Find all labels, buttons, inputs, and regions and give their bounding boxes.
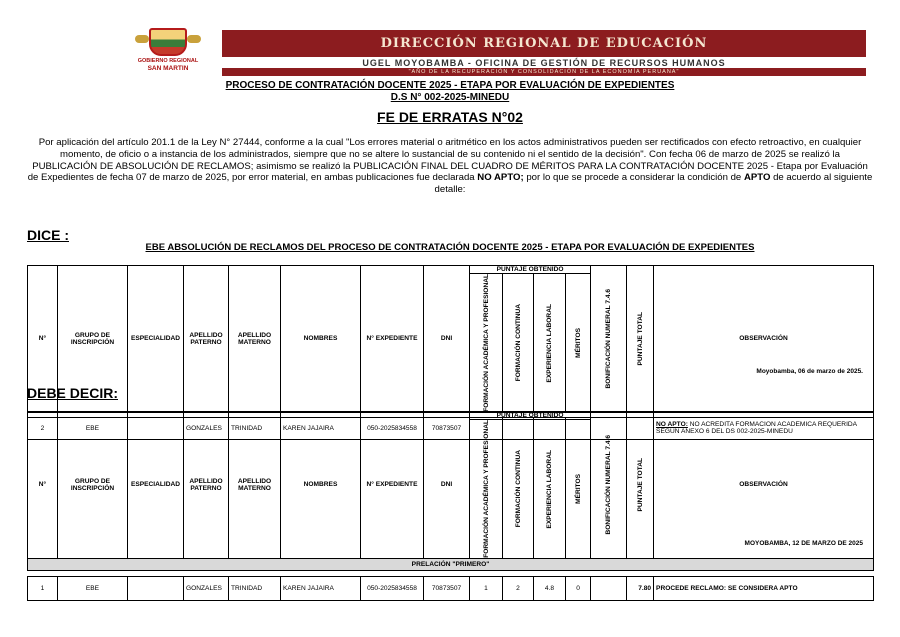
cell-continua: 2 xyxy=(503,576,534,600)
col-paterno: APELLIDO PATERNO xyxy=(184,412,229,559)
col-expediente: N° EXPEDIENTE xyxy=(361,412,424,559)
intro-paragraph: Por aplicación del artículo 201.1 de la Ley N° 27444, conforme a la cual "Los errores material o aritmético en los actos administrativos pueden ser rectificados con efecto retroactivo, en cualquier momento, de oficio o a instancia de los administrados, siempre que no se altere lo sustancial de su contenido ni el sentido de la decisión". Con fecha 06 de marzo de 2025 se realizó la PUBLICACIÓN DE ABSOLUCIÓN DE RECLAMOS; asimismo se realizó la PUBLICACIÓN FINAL DEL CUADRO DE MÉRITOS PARA LA CONTRATACIÓN DOCENTE 2025 - Etapa por Evaluación de Expedientes de fecha 07 de marzo de 2025, por error material, en ambas publicaciones fue declarada NO APTO; por lo que se procede a considerar la condición de APTO de acuerdo al siguiente detalle: xyxy=(27,137,873,196)
col-total: PUNTAJE TOTAL xyxy=(636,312,644,366)
col-materno: APELLIDO MATERNO xyxy=(229,412,281,559)
cell-experiencia: 4.8 xyxy=(534,576,566,600)
cell-total: 7.80 xyxy=(627,576,654,600)
col-formacion: FORMACIÓN ACADÉMICA Y PROFESIONAL xyxy=(482,420,490,558)
col-experiencia: EXPERIENCIA LABORAL xyxy=(546,303,553,383)
cell-expediente: 050-2025834558 xyxy=(361,576,424,600)
coat-of-arms-icon xyxy=(149,28,187,56)
dice-label: DICE : xyxy=(27,227,69,243)
col-observacion: OBSERVACIÓN xyxy=(654,412,874,559)
logo-text-2: SAN MARTIN xyxy=(147,65,189,72)
col-especialidad: ESPECIALIDAD xyxy=(128,266,184,413)
cell-grupo: EBE xyxy=(58,576,128,600)
process-title: PROCESO DE CONTRATACIÓN DOCENTE 2025 - ETAPA POR EVALUACIÓN DE EXPEDIENTES xyxy=(225,80,675,91)
document-title: FE DE ERRATAS N°02 xyxy=(377,109,523,125)
cell-dni: 70873507 xyxy=(424,417,470,439)
col-paterno: APELLIDO PATERNO xyxy=(184,266,229,413)
debe-date: MOYOBAMBA, 12 DE MARZO DE 2025 xyxy=(744,540,863,547)
debe-table xyxy=(27,411,874,601)
col-n: N° xyxy=(28,412,58,559)
cell-nombres: KAREN JAJAIRA xyxy=(281,417,361,439)
cell-materno: TRINIDAD xyxy=(229,576,281,600)
header-banner-title: DIRECCIÓN REGIONAL DE EDUCACIÓN xyxy=(222,30,866,57)
cell-grupo: EBE xyxy=(58,417,128,439)
cell-meritos: 0 xyxy=(566,576,591,600)
cell-n: 1 xyxy=(28,576,58,600)
col-formacion: FORMACIÓN ACADÉMICA Y PROFESIONAL xyxy=(482,274,490,412)
debe-label: DEBE DECIR: xyxy=(27,385,119,401)
cell-formacion: 1 xyxy=(470,576,503,600)
dice-date: Moyobamba, 06 de marzo de 2025. xyxy=(756,368,863,375)
col-especialidad: ESPECIALIDAD xyxy=(128,412,184,559)
dice-table-title: EBE ABSOLUCIÓN DE RECLAMOS DEL PROCESO DE CONTRATACIÓN DOCENTE 2025 - ETAPA POR EVALUACIÓN DE EXPEDIENTES xyxy=(145,242,755,253)
cell-observacion: NO APTO: NO ACREDITA FORMACION ACADEMICA REQUERIDA SEGÚN ANEXO 6 DEL DS 002-2025-MINEDU xyxy=(654,417,874,439)
col-continua: FORMACIÓN CONTINUA xyxy=(514,304,522,382)
cell-especialidad xyxy=(128,576,184,600)
col-observacion: OBSERVACIÓN xyxy=(654,266,874,413)
col-n: N° xyxy=(28,266,58,413)
prelacion-row: PRELACIÓN "PRIMERO" xyxy=(28,558,874,570)
col-bonificacion: BONIFICACIÓN NUMERAL 7.4.6 xyxy=(605,289,613,389)
col-total: PUNTAJE TOTAL xyxy=(636,458,644,512)
col-meritos: MÉRITOS xyxy=(574,473,582,504)
col-experiencia: EXPERIENCIA LABORAL xyxy=(546,449,553,529)
col-puntaje-group: PUNTAJE OBTENIDO xyxy=(470,412,591,420)
col-puntaje-group: PUNTAJE OBTENIDO xyxy=(470,266,591,274)
table-row xyxy=(28,576,874,600)
col-grupo: GRUPO DE INSCRIPCIÓN xyxy=(58,412,128,559)
cell-nombres: KAREN JAJAIRA xyxy=(281,576,361,600)
col-dni: DNI xyxy=(424,266,470,413)
col-nombres: NOMBRES xyxy=(281,412,361,559)
col-materno: APELLIDO MATERNO xyxy=(229,266,281,413)
col-expediente: N° EXPEDIENTE xyxy=(361,266,424,413)
header-banner-subtitle: UGEL MOYOBAMBA - OFICINA DE GESTIÓN DE RECURSOS HUMANOS xyxy=(362,58,726,68)
cell-bonificacion xyxy=(591,576,627,600)
col-grupo: GRUPO DE INSCRIPCIÓN xyxy=(58,266,128,413)
logo-text-1: GOBIERNO REGIONAL xyxy=(137,58,199,64)
col-meritos: MÉRITOS xyxy=(574,327,582,358)
cell-dni: 70873507 xyxy=(424,576,470,600)
col-dni: DNI xyxy=(424,412,470,559)
cell-observacion: PROCEDE RECLAMO: SE CONSIDERA APTO xyxy=(654,576,874,600)
col-continua: FORMACIÓN CONTINUA xyxy=(514,450,522,528)
decree-number: D.S N° 002-2025-MINEDU xyxy=(390,92,510,103)
cell-paterno: GONZALES xyxy=(184,576,229,600)
cell-paterno: GONZALES xyxy=(184,417,229,439)
col-nombres: NOMBRES xyxy=(281,266,361,413)
col-bonificacion: BONIFICACIÓN NUMERAL 7.4.6 xyxy=(605,435,613,535)
regional-government-logo xyxy=(135,28,201,70)
cell-expediente: 050-2025834558 xyxy=(361,417,424,439)
cell-materno: TRINIDAD xyxy=(229,417,281,439)
cell-n: 2 xyxy=(28,417,58,439)
header-banner-motto: "AÑO DE LA RECUPERACIÓN Y CONSOLIDACIÓN DE LA ECONOMÍA PERUANA" xyxy=(222,68,866,76)
